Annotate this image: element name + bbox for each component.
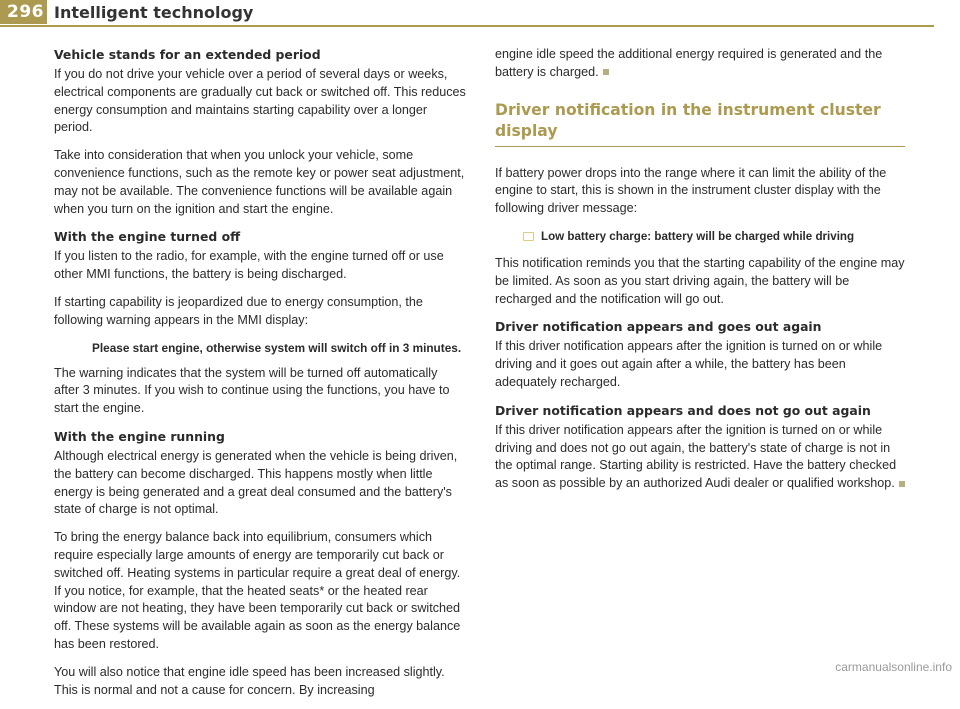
paragraph: If you listen to the radio, for example, with the engine turned off or use other MMI functions, the battery is being discharged. <box>54 249 444 282</box>
cluster-message-text: Low battery charge: battery will be charged while driving <box>541 229 855 243</box>
heading-engine-off: With the engine turned off <box>54 229 241 245</box>
paragraph: You will also notice that engine idle speed has been increased slightly. This is normal and not a cause for concern. By increasing <box>54 664 445 697</box>
watermark-link[interactable]: carmanualsonline.info <box>835 660 952 674</box>
paragraph: This notification reminds you that the starting capability of the engine may be limited. As soon as you start driving again, the battery will be recharged and the notification will go out. <box>495 255 905 306</box>
paragraph: If starting capability is jeopardized due to energy consumption, the following warning appears in the MMI display: <box>54 294 423 327</box>
page-number: 296 <box>0 0 47 24</box>
heading-not-out: Driver notification appears and does not go out again <box>495 402 871 418</box>
heading-extended-period: Vehicle stands for an extended period <box>54 47 321 62</box>
paragraph: The warning indicates that the system will be turned off automatically after 3 minutes. If you wish to continue using the functions, you have to start the engine. <box>54 365 450 416</box>
cluster-warning-message <box>523 228 905 245</box>
end-mark-icon <box>603 69 609 75</box>
right-column <box>495 46 905 503</box>
heading-goes-out: Driver notification appears and goes out again <box>495 319 822 335</box>
paragraph: If this driver notification appears after the ignition is turned on or while driving and it goes out again after a while, the battery has been adequately recharged. <box>495 339 883 389</box>
section-title: Intelligent technology <box>54 3 254 22</box>
paragraph-continued <box>495 46 905 82</box>
paragraph: Although electrical energy is generated when the vehicle is being driven, the battery can become discharged. This happens mostly when little energy is being generated and a great deal consumed and the battery's state of charge is not optimal. <box>54 448 458 517</box>
paragraph: If you do not drive your vehicle over a period of several days or weeks, electrical components are gradually cut back or switched off. This reduces energy consumption and maintains starting capability over a longer period. <box>54 67 466 135</box>
paragraph: If battery power drops into the range where it can limit the ability of the engine to start, this is shown in the instrument cluster display with the following driver message: <box>495 165 887 216</box>
paragraph: To bring the energy balance back into equilibrium, consumers which require especially large amounts of energy are temporarily cut back or switched off. Heating systems in particular require a great deal of energy. If you notice, for example, that the heated seats* or the heated rear window are not heating, they have been temporarily cut back or switched off. These systems will be available again as soon as the energy balance has been restored. <box>54 530 461 651</box>
header-divider <box>0 25 934 27</box>
heading-driver-notification: Driver notification in the instrument cluster display <box>495 100 905 147</box>
paragraph-text: engine idle speed the additional energy required is generated and the battery is charged. <box>495 47 883 79</box>
paragraph: Take into consideration that when you unlock your vehicle, some convenience functions, such as the remote key or power seat adjustment, may not be available. The convenience functions will be available again when you turn on the ignition and start the engine. <box>54 148 465 216</box>
paragraph-last <box>495 422 905 493</box>
paragraph-text: If this driver notification appears after the ignition is turned on or while driving and does not go out again, the battery's state of charge is not in the optimal range. Starting ability is restricted. Have the battery checked as soon as possible by an authorized Audi dealer or qualified workshop. <box>495 422 897 491</box>
left-column <box>54 46 466 709</box>
end-mark-icon <box>899 481 905 487</box>
heading-engine-running: With the engine running <box>54 428 225 444</box>
mmi-warning-message: Please start engine, otherwise system will switch off in 3 minutes. <box>92 340 462 355</box>
battery-icon <box>523 232 534 241</box>
